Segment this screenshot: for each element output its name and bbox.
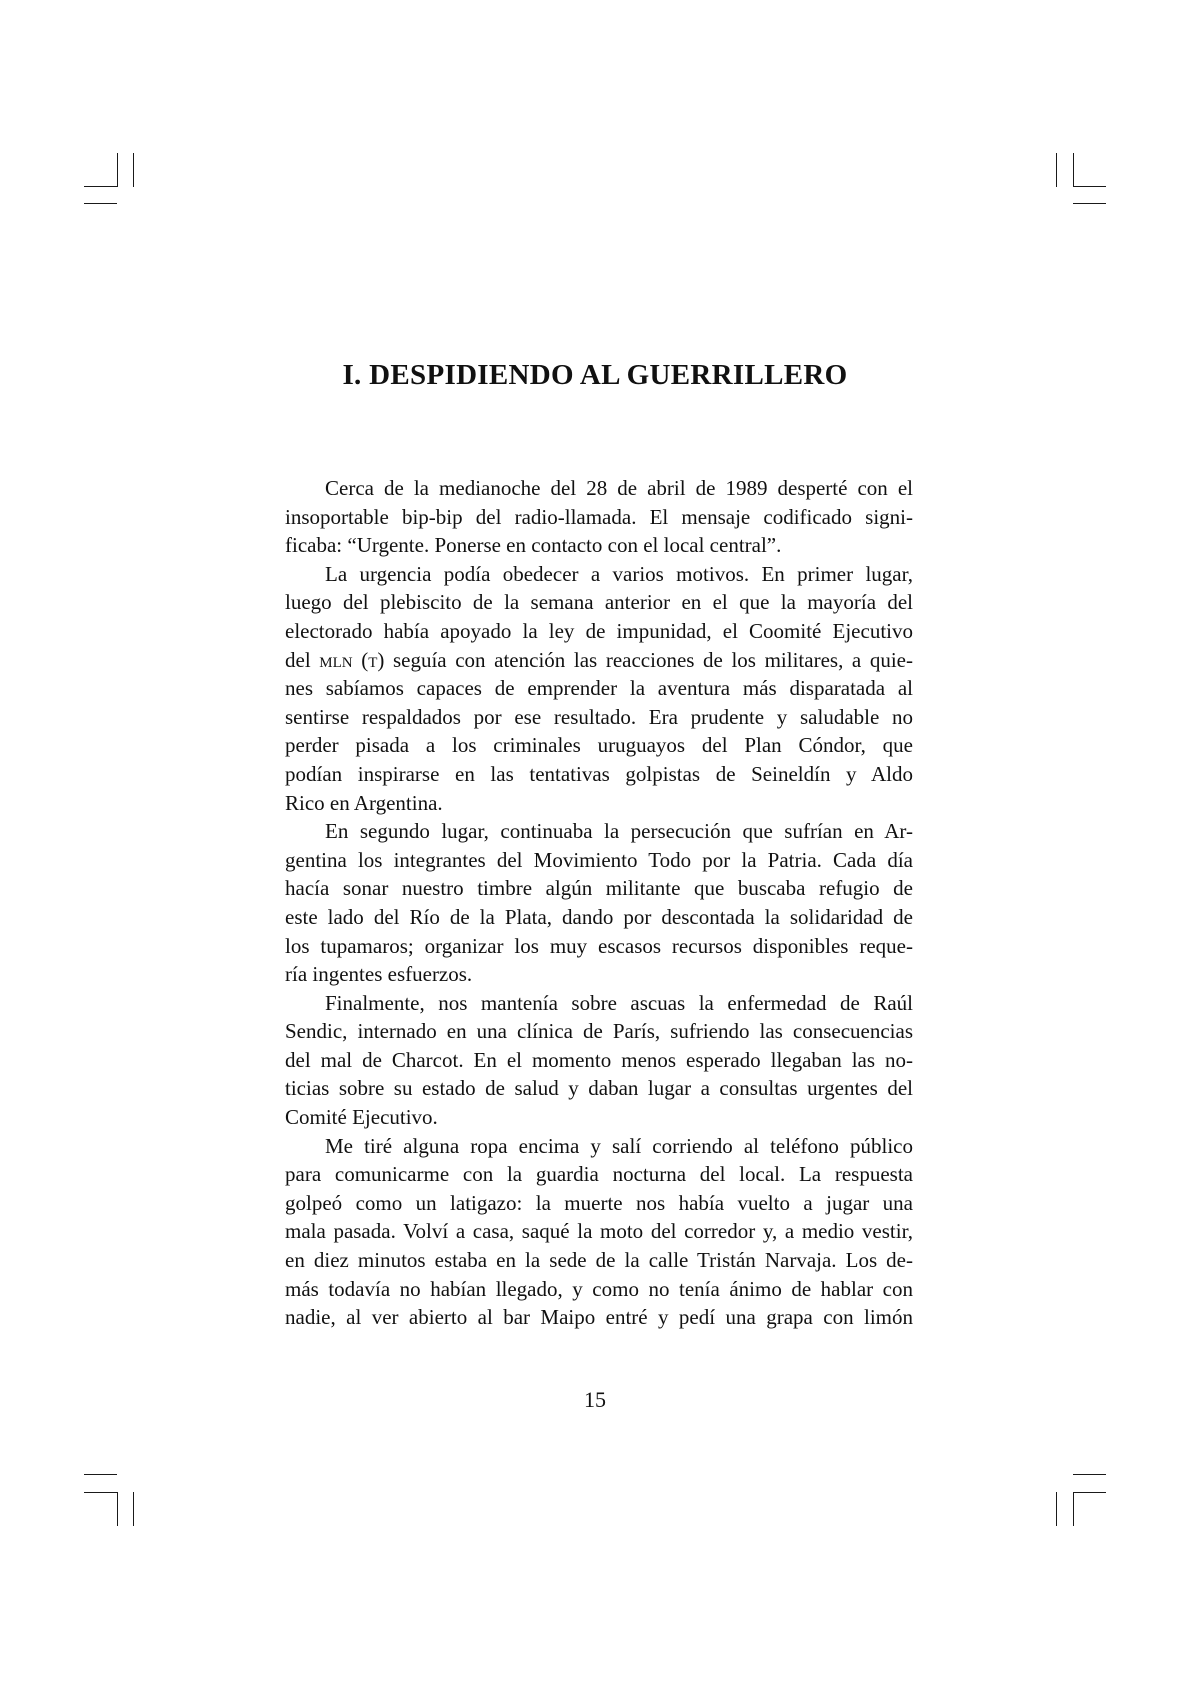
body-line: La urgencia podía obedecer a varios motivos. En primer lugar, — [325, 561, 913, 586]
body-line: mala pasada. Volví a casa, saqué la moto del corredor y, a medio vestir, — [285, 1219, 913, 1244]
crop-mark-bottom-right-vertical-inner — [1073, 1492, 1074, 1526]
body-line: nadie, al ver abierto al bar Maipo entré y pedí una grapa con limón — [285, 1305, 913, 1330]
crop-mark-bottom-right-bleed — [1073, 1474, 1106, 1475]
body-line: ficaba: “Urgente. Ponerse en contacto con el local central”. — [285, 533, 782, 558]
crop-mark-top-left-vertical-outer — [133, 153, 134, 187]
body-line: sentirse respaldados por ese resultado. Era prudente y saludable no — [285, 704, 913, 729]
body-line: perder pisada a los criminales uruguayos del Plan Cóndor, que — [285, 733, 913, 758]
body-line: insoportable bip-bip del radio-llamada. El mensaje codificado signi- — [285, 504, 913, 529]
body-line: golpeó como un latigazo: la muerte nos había vuelto a jugar una — [285, 1190, 913, 1215]
body-line: más todavía no habían llegado, y como no tenía ánimo de hablar con — [285, 1276, 913, 1301]
body-line: podían inspirarse en las tentativas golpistas de Seineldín y Aldo — [285, 761, 913, 786]
crop-mark-top-left-vertical-inner — [117, 153, 118, 187]
crop-mark-bottom-right-vertical-outer — [1056, 1492, 1057, 1526]
crop-mark-top-right-vertical-outer — [1056, 153, 1057, 187]
chapter-title: I. DESPIDIENDO AL GUERRILLERO — [342, 359, 848, 391]
body-line-text: del — [285, 647, 320, 672]
body-line: electorado había apoyado la ley de impunidad, el Coomité Ejecutivo — [285, 618, 913, 643]
body-line: Comité Ejecutivo. — [285, 1105, 438, 1130]
body-line: Me tiré alguna ropa encima y salí corriendo al teléfono público — [325, 1133, 913, 1158]
body-line: los tupamaros; organizar los muy escasos recursos disponibles reque- — [285, 933, 913, 958]
crop-mark-bottom-right-horizontal — [1073, 1492, 1106, 1493]
crop-mark-bottom-left-bleed — [84, 1474, 117, 1475]
body-line: Sendic, internado en una clínica de París, sufriendo las consecuencias — [285, 1019, 913, 1044]
body-line: este lado del Río de la Plata, dando por descontada la solidaridad de — [285, 904, 913, 929]
crop-mark-bottom-left-vertical-outer — [133, 1492, 134, 1526]
body-line: para comunicarme con la guardia nocturna del local. La respuesta — [285, 1162, 913, 1187]
body-line: nes sabíamos capaces de emprender la aventura más disparatada al — [285, 676, 913, 701]
body-line: ría ingentes esfuerzos. — [285, 962, 473, 987]
body-line: ticias sobre su estado de salud y daban lugar a consultas urgentes del — [285, 1076, 913, 1101]
crop-mark-top-right-vertical-inner — [1073, 153, 1074, 187]
body-line: en diez minutos estaba en la sede de la calle Tristán Narvaja. Los de- — [285, 1248, 913, 1273]
body-line: En segundo lugar, continuaba la persecución que sufrían en Ar- — [325, 819, 913, 844]
body-line: gentina los integrantes del Movimiento Todo por la Patria. Cada día — [285, 847, 913, 872]
body-line — [285, 646, 913, 675]
body-line: Rico en Argentina. — [285, 790, 443, 815]
page-number: 15 — [584, 1387, 606, 1412]
body-line-text: seguía con atención las reacciones de los militares, a quie- — [384, 647, 913, 672]
crop-mark-bottom-left-horizontal — [84, 1492, 117, 1493]
crop-mark-top-left-horizontal — [84, 186, 117, 187]
crop-mark-top-right-horizontal — [1073, 186, 1106, 187]
body-line: del mal de Charcot. En el momento menos esperado llegaban las no- — [285, 1047, 913, 1072]
body-line: luego del plebiscito de la semana anterior en el que la mayoría del — [285, 590, 913, 615]
body-text — [285, 474, 913, 1332]
crop-mark-bottom-left-vertical-inner — [117, 1492, 118, 1526]
body-line: Cerca de la medianoche del 28 de abril de 1989 desperté con el — [325, 476, 913, 500]
body-line: hacía sonar nuestro timbre algún militante que buscaba refugio de — [285, 876, 913, 901]
mln-abbreviation: mln (t) — [319, 647, 385, 672]
crop-mark-top-left-bleed — [84, 203, 117, 204]
crop-mark-top-right-bleed — [1073, 203, 1106, 204]
body-line: Finalmente, nos mantenía sobre ascuas la enfermedad de Raúl — [325, 990, 913, 1015]
